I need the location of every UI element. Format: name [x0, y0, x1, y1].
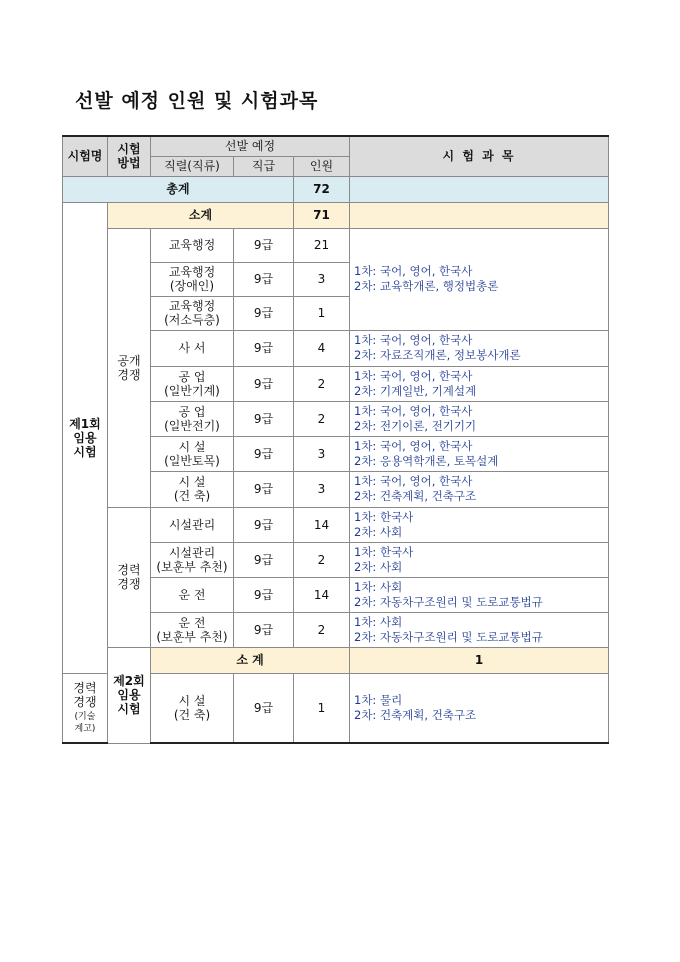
header-subjects: 시 험 과 목: [350, 136, 609, 176]
grade-cell: 9급: [234, 471, 294, 507]
position-cell: 시설관리 (보훈부 추천): [151, 542, 234, 577]
subjects-cell: 1차: 한국사 2차: 사회: [350, 542, 609, 577]
page-title: 선발 예정 인원 및 시험과목: [75, 90, 319, 112]
subjects-cell: 1차: 사회 2차: 자동차구조원리 및 도로교통법규: [350, 577, 609, 612]
position-cell: 교육행정 (장애인): [151, 262, 234, 296]
exam2-subtotal-label: 소 계: [151, 647, 350, 673]
subjects-cell: 1차: 국어, 영어, 한국사 2차: 교육학개론, 행정법총론: [350, 228, 609, 330]
header-exam-method: 시험 방법: [108, 136, 151, 176]
subjects-cell: 1차: 국어, 영어, 한국사 2차: 전기이론, 전기기기: [350, 401, 609, 436]
position-cell: 교육행정 (저소득층): [151, 296, 234, 330]
grade-cell: 9급: [234, 401, 294, 436]
position-cell: 운 전 (보훈부 추천): [151, 612, 234, 647]
exam2-subtotal-count: 1: [350, 647, 609, 673]
subjects-cell: 1차: 사회 2차: 자동차구조원리 및 도로교통법규: [350, 612, 609, 647]
exam1-open-method: 공개 경쟁: [108, 228, 151, 507]
position-cell: 시 설 (일반토목): [151, 436, 234, 471]
header-planned: 선발 예정: [151, 136, 350, 156]
grade-cell: 9급: [234, 577, 294, 612]
count-cell: 14: [294, 507, 350, 542]
count-cell: 4: [294, 330, 350, 366]
count-cell: 21: [294, 228, 350, 262]
exam2-name: 제2회 임용 시험: [108, 647, 151, 743]
count-cell: 2: [294, 366, 350, 401]
subjects-cell: 1차: 국어, 영어, 한국사 2차: 기계일반, 기계설계: [350, 366, 609, 401]
count-cell: 14: [294, 577, 350, 612]
count-cell: 2: [294, 401, 350, 436]
grade-cell: 9급: [234, 542, 294, 577]
count-cell: 3: [294, 471, 350, 507]
count-cell: 3: [294, 262, 350, 296]
count-cell: 1: [294, 673, 350, 743]
position-cell: 공 업 (일반기계): [151, 366, 234, 401]
total-count: 72: [294, 176, 350, 202]
subjects-cell: 1차: 국어, 영어, 한국사 2차: 건축계획, 건축구조: [350, 471, 609, 507]
grade-cell: 9급: [234, 262, 294, 296]
subjects-cell: 1차: 국어, 영어, 한국사 2차: 자료조직개론, 정보봉사개론: [350, 330, 609, 366]
total-label: 총계: [63, 176, 294, 202]
grade-cell: 9급: [234, 228, 294, 262]
subjects-cell: 1차: 물리 2차: 건축계획, 건축구조: [350, 673, 609, 743]
position-cell: 시 설 (건 축): [151, 471, 234, 507]
grade-cell: 9급: [234, 296, 294, 330]
header-grade: 직급: [234, 156, 294, 176]
subjects-cell: 1차: 국어, 영어, 한국사 2차: 응용역학개론, 토목설계: [350, 436, 609, 471]
grade-cell: 9급: [234, 612, 294, 647]
grade-cell: 9급: [234, 507, 294, 542]
exam1-subtotal-label: 소계: [108, 202, 294, 228]
position-cell: 사 서: [151, 330, 234, 366]
header-count: 인원: [294, 156, 350, 176]
header-position: 직렬(직류): [151, 156, 234, 176]
position-cell: 운 전: [151, 577, 234, 612]
grade-cell: 9급: [234, 436, 294, 471]
grade-cell: 9급: [234, 330, 294, 366]
exam2-method-note: (기술 계고): [74, 711, 96, 734]
exam2-method-cell: [63, 673, 108, 743]
position-cell: 공 업 (일반전기): [151, 401, 234, 436]
exam1-name: 제1회 임용 시험: [63, 202, 108, 673]
count-cell: 3: [294, 436, 350, 471]
selection-table: [62, 135, 609, 744]
position-cell: 시 설 (건 축): [151, 673, 234, 743]
total-subjects: [350, 176, 609, 202]
header-exam-name: 시험명: [63, 136, 108, 176]
grade-cell: 9급: [234, 366, 294, 401]
position-cell: 교육행정: [151, 228, 234, 262]
exam1-subtotal-subjects: [350, 202, 609, 228]
exam1-subtotal-count: 71: [294, 202, 350, 228]
exam2-method: 경력 경쟁: [73, 680, 97, 709]
position-cell: 시설관리: [151, 507, 234, 542]
subjects-cell: 1차: 한국사 2차: 사회: [350, 507, 609, 542]
count-cell: 2: [294, 612, 350, 647]
grade-cell: 9급: [234, 673, 294, 743]
count-cell: 2: [294, 542, 350, 577]
exam1-career-method: 경력 경쟁: [108, 507, 151, 647]
count-cell: 1: [294, 296, 350, 330]
